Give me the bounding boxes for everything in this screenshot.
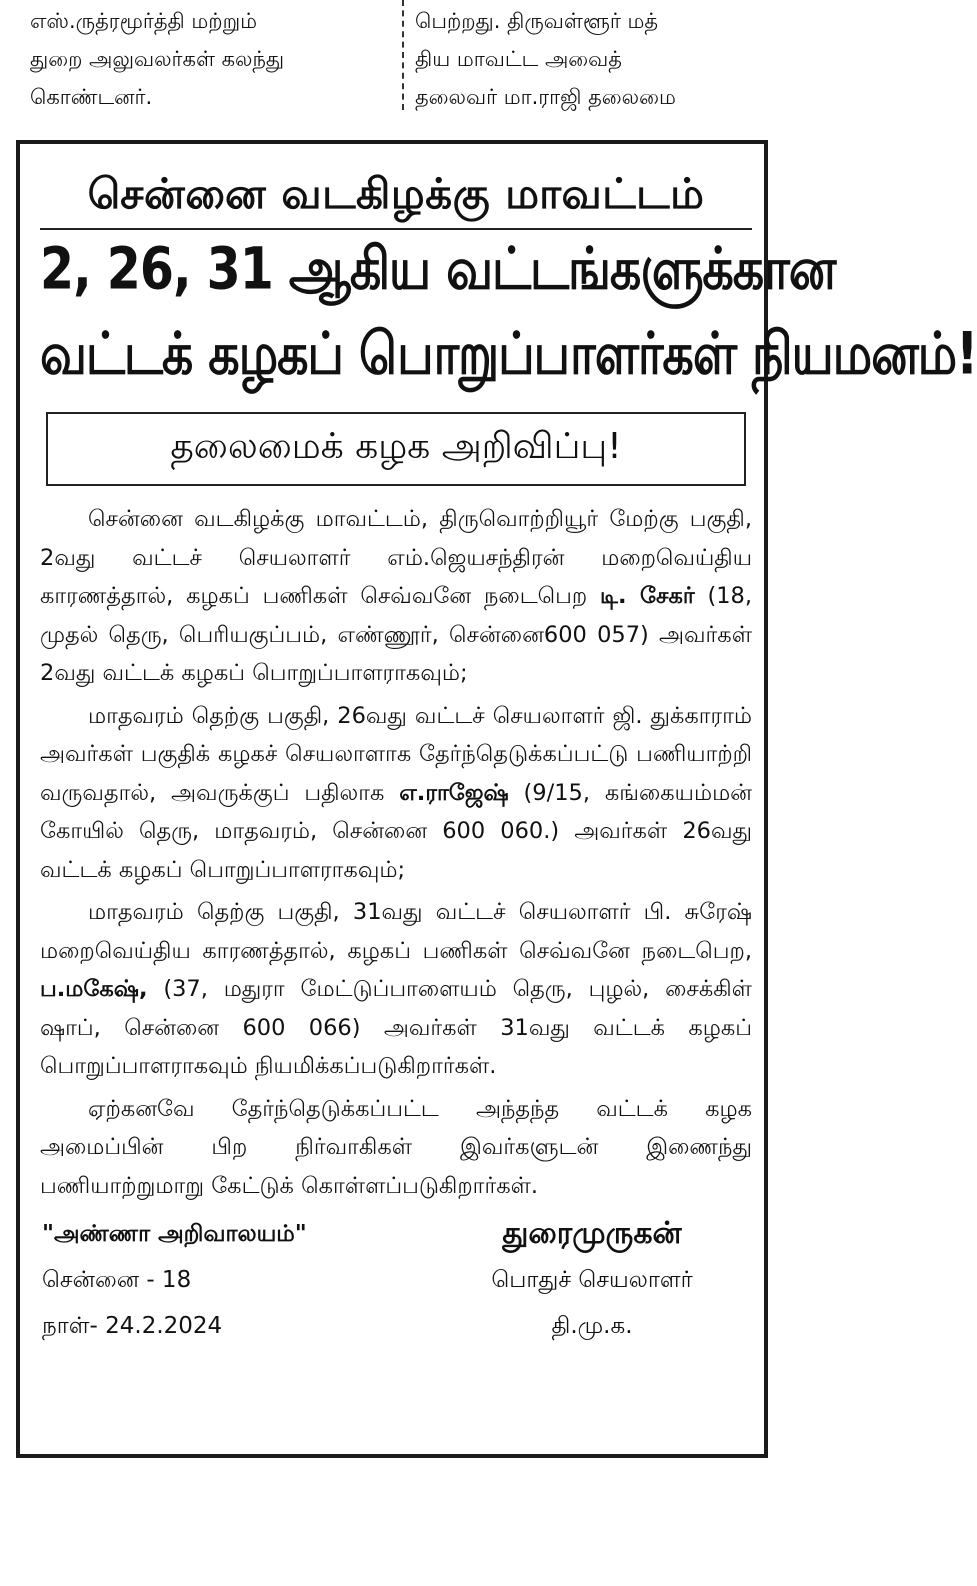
announcement-label-box [46,412,746,486]
headline-line-1: 2, 26, 31 ஆகிய வட்டங்களுக்கான [40,235,836,303]
party-notice-box [16,140,977,1458]
party-name: தி.மு.க. [551,1313,633,1339]
snippet-right-line: பெற்றது. திருவள்ளூர் மத் [415,9,659,33]
district-title: சென்னை வடகிழக்கு மாவட்டம் [87,169,705,218]
headline [40,227,977,397]
paragraph-ward-26: மாதவரம் தெற்கு பகுதி, 26வது வட்டச் செயலாளர் ஜி. துக்காராம் அவர்கள் பகுதிக் கழகச் செயலாளாக தேர்ந்தெடுக்கப்பட்டு பணியாற்றி வருவதால், அவருக்குப் பதிலாக எ.ராஜேஷ் (9/15, கங்கையம்மன் கோயில் தெரு, மாதவரம், சென்னை 600 060.) அவர்கள் 26வது வட்டக் கழகப் பொறுப்பாளராகவும்; [40,702,752,883]
headline-line-2: வட்டக் கழகப் பொறுப்பாளர்கள் நியமனம்! [40,320,977,388]
paragraph-ward-31: மாதவரம் தெற்கு பகுதி, 31வது வட்டச் செயலாளர் பி. சுரேஷ் மறைவெய்திய காரணத்தால், கழகப் பணிகள் செவ்வனே நடைபெற, ப.மகேஷ், (37, மதுரா மேட்டுப்பாளையம் தெரு, புழல், சைக்கிள் ஷாப், சென்னை 600 066) அவர்கள் 31வது வட்டக் கழகப் பொறுப்பாளராகவும் நியமிக்கப்படுகிறார்கள். [40,899,752,1079]
signature-block [40,1211,752,1361]
snippet-right-line: தலைவர் மா.ராஜி தலைமை [415,85,676,109]
notice-body [40,500,752,1205]
signatory-designation: பொதுச் செயலாளர் [491,1267,693,1293]
paragraph-closing: ஏற்கனவே தேர்ந்தெடுக்கப்பட்ட அந்தந்த வட்டக் கழக அமைப்பின் பிற நிர்வாகிகள் இவர்களுடன் இணைந்து பணியாற்றுமாறு கேட்டுக் கொள்ளப்படுகிறார்கள். [40,1095,752,1199]
appointee-name: எ.ராஜேஷ் [399,779,509,806]
paragraph-ward-2: சென்னை வடகிழக்கு மாவட்டம், திருவொற்றியூர் மேற்கு பகுதி, 2வது வட்டச் செயலாளர் எம்.ஜெயசந்திரன் மறைவெய்திய காரணத்தால், கழகப் பணிகள் செவ்வனே நடைபெற டி. சேகர் (18, முதல் தெரு, பெரியகுப்பம், எண்ணூர், சென்னை600 057) அவர்கள் 2வது வட்டக் கழகப் பொறுப்பாளராகவும்; [40,506,753,686]
place-date-block [42,1211,307,1349]
appointee-name: டி. சேகர் [600,583,695,609]
snippet-left-line: கொண்டனர். [30,85,153,109]
notice-content [40,144,977,1361]
signatory-block [452,1211,732,1349]
snippet-right-column [415,0,775,116]
snippet-left-line: எஸ்.ருத்ரமூர்த்தி மற்றும் [30,9,258,33]
previous-article-snippet [0,0,800,118]
signatory-name: துரைமுருகன் [502,1216,682,1251]
column-divider [402,0,404,110]
appointee-name: ப.மகேஷ், [40,976,148,1002]
snippet-left-line: துறை அலுவலர்கள் கலந்து [30,47,285,71]
notice-date: நாள்- 24.2.2024 [42,1313,223,1339]
snippet-left-column [30,0,392,116]
office-name: "அண்ணா அறிவாலயம்" [42,1221,307,1247]
snippet-right-line: திய மாவட்ட அவைத் [415,47,622,71]
city: சென்னை - 18 [42,1267,192,1293]
announcement-label: தலைமைக் கழக அறிவிப்பு! [170,426,622,467]
